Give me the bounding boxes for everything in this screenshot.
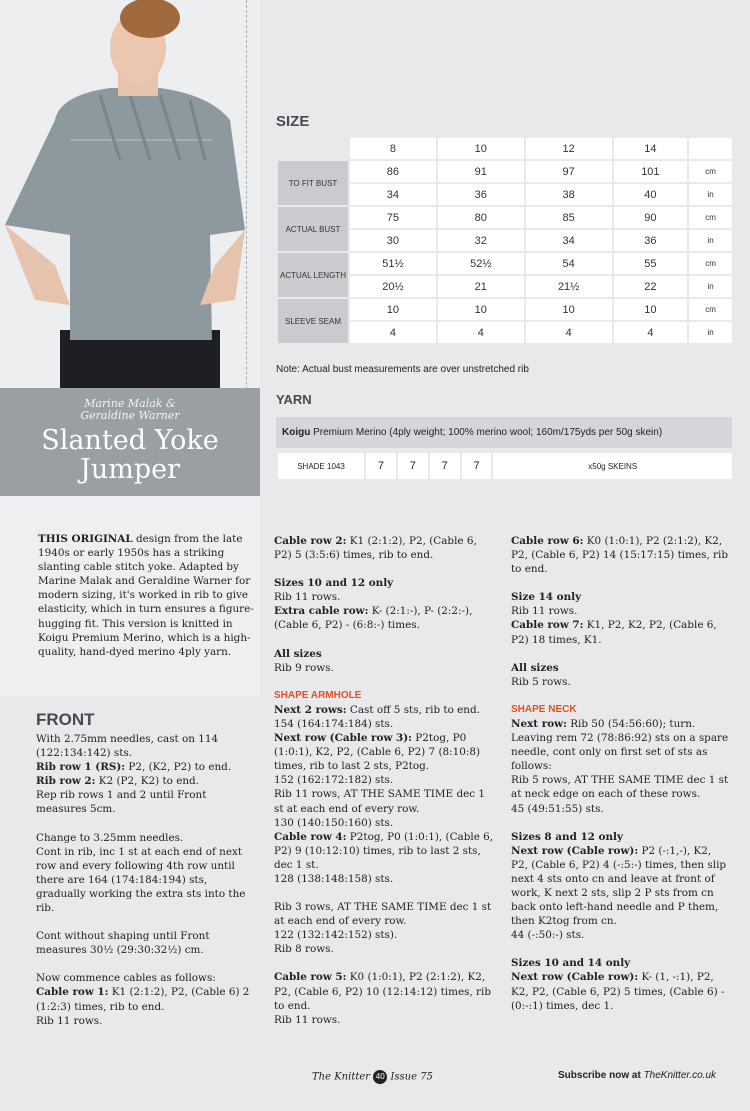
instruction-label: Cable row 4: <box>274 830 347 843</box>
instruction-label: Next row (Cable row): <box>511 844 639 857</box>
paragraph: 128 (138:148:158) sts. <box>274 872 394 885</box>
qty-cell: 7 <box>462 453 492 479</box>
shade-cell: SHADE 1043 <box>278 453 364 479</box>
paragraph: Rib 11 rows. <box>511 605 578 618</box>
column-1 <box>36 732 254 1028</box>
site-link[interactable]: TheKnitter.co.uk <box>643 1070 717 1081</box>
instruction <box>511 970 731 1012</box>
instruction-text: K2 (P2, K2) to end. <box>95 775 200 788</box>
intro-lead: THIS ORIGINAL <box>38 533 133 545</box>
paragraph: 154 (164:174:184) sts. <box>274 717 394 730</box>
instruction <box>36 774 254 788</box>
instruction <box>274 534 494 562</box>
paragraph: 44 (-:50:-) sts. <box>511 929 585 942</box>
instruction-label: Rib row 1 (RS): <box>36 761 126 774</box>
size-row-header <box>278 138 732 159</box>
paragraph: Rib 11 rows, AT THE SAME TIME dec 1 st at each end of every row. <box>274 788 485 815</box>
size-subheading: Size 14 only <box>511 591 582 604</box>
paragraph: Change to 3.25mm needles. <box>36 831 184 844</box>
paragraph: Now commence cables as follows: <box>36 972 216 985</box>
paragraph: Rib 8 rows. <box>274 943 334 956</box>
table-row <box>278 161 732 182</box>
value-cell: 21½ <box>526 276 612 297</box>
paragraph: Rib 11 rows. <box>36 1014 103 1027</box>
qty-cell: 7 <box>430 453 460 479</box>
paragraph: 152 (162:172:182) sts. <box>274 774 394 787</box>
footer-issue <box>312 1070 433 1084</box>
value-cell: 80 <box>438 207 524 228</box>
value-cell: 90 <box>614 207 688 228</box>
value-cell: 10 <box>350 299 436 320</box>
value-cell: 97 <box>526 161 612 182</box>
instruction-label: Next row (Cable row): <box>511 971 639 984</box>
table-row <box>278 207 732 228</box>
value-cell: 21 <box>438 276 524 297</box>
instruction-label: Cable row 6: <box>511 535 584 547</box>
column-2 <box>274 534 494 1027</box>
instruction-text: K- (1, -:1), P2, K2, P2, (Cable 6, P2) 5 times, (Cable 6) - (0:-:1) times, dec 1. <box>511 971 725 1012</box>
unit-cell: cm <box>689 253 732 274</box>
front-heading: FRONT <box>36 710 95 729</box>
value-cell: 75 <box>350 207 436 228</box>
value-cell: 4 <box>438 322 524 343</box>
instruction-label: Cable row 7: <box>511 619 584 632</box>
instruction-text: K0 (1:0:1), P2 (2:1:2), K2, P2, (Cable 6, P2) 10 (12:14:12) times, rib to end. <box>274 971 491 1012</box>
instruction-text: K1, P2, K2, P2, (Cable 6, P2) 18 times, K1. <box>511 619 717 646</box>
instruction-text: K1 (2:1:2), P2, (Cable 6) 2 (1:2:3) times, rib to end. <box>36 986 250 1013</box>
authors <box>0 398 260 422</box>
row-label: SLEEVE SEAM <box>278 299 348 343</box>
size-subheading: All sizes <box>511 661 559 674</box>
yarn-brand: Koigu <box>282 427 311 438</box>
size-cell: 14 <box>614 138 688 159</box>
table-row <box>278 453 732 479</box>
footer-subscribe <box>558 1070 716 1081</box>
value-cell: 85 <box>526 207 612 228</box>
instruction <box>274 604 494 632</box>
size-table <box>276 136 734 345</box>
instruction <box>36 985 254 1013</box>
instruction-text: P2tog, P0 (1:0:1), (Cable 6, P2) 9 (10:12:10) times, rib to last 2 sts, dec 1 st. <box>274 830 494 871</box>
instruction-label: Next row (Cable row 3): <box>274 732 412 745</box>
title-line-1: Slanted Yoke <box>41 425 219 456</box>
unit-cell: in <box>689 322 732 343</box>
value-cell: 4 <box>614 322 688 343</box>
instruction-label: Cable row 2: <box>274 535 347 547</box>
size-cell: 10 <box>438 138 524 159</box>
instruction-text: K- (2:1:-), P- (2:2:-), (Cable 6, P2) - (6:8:-) times. <box>274 605 473 632</box>
value-cell: 91 <box>438 161 524 182</box>
table-row <box>278 253 732 274</box>
value-cell: 22 <box>614 276 688 297</box>
unit-cell: cm <box>689 161 732 182</box>
instruction-label: Cable row 5: <box>274 971 347 984</box>
model-photo <box>0 0 260 390</box>
row-label: ACTUAL BUST <box>278 207 348 251</box>
value-cell: 86 <box>350 161 436 182</box>
unit-cell: cm <box>689 299 732 320</box>
size-subheading: All sizes <box>274 647 322 660</box>
value-cell: 10 <box>614 299 688 320</box>
value-cell: 36 <box>438 184 524 205</box>
qty-cell: 7 <box>366 453 396 479</box>
column-3 <box>511 534 731 1013</box>
instruction <box>274 830 494 872</box>
size-note: Note: Actual bust measurements are over unstretched rib <box>276 364 529 375</box>
instruction <box>274 731 494 773</box>
value-cell: 36 <box>614 230 688 251</box>
size-subheading: Sizes 10 and 14 only <box>511 957 631 970</box>
paragraph: Rib 5 rows, AT THE SAME TIME dec 1 st at neck edge on each of these rows. <box>511 774 729 801</box>
row-label: TO FIT BUST <box>278 161 348 205</box>
instruction-text: P2, (K2, P2) to end. <box>125 761 232 774</box>
intro-body: design from the late 1940s or early 1950s has a striking slanting cable stitch yoke. Adapted by Marine Malak and Geraldine Warner for modern sizing, it's worked in rib to give elasticity, which in turn ensures a figure-hugging fit. This version is knitted in Koigu Premium Merino, which is a high-quality, hand-dyed merino 4ply yarn. <box>38 533 254 658</box>
instruction <box>511 844 731 929</box>
size-subheading: Sizes 10 and 12 only <box>274 577 394 590</box>
value-cell: 38 <box>526 184 612 205</box>
blank-cell <box>278 138 348 159</box>
paragraph: 130 (140:150:160) sts. <box>274 816 394 829</box>
instruction <box>36 760 254 774</box>
instruction-text: Rib 50 (54:56:60); turn. Leaving rem 72 (78:86:92) sts on a spare needle, cont only on first set of sts as follows: <box>511 717 729 773</box>
paragraph: Cont in rib, inc 1 st at each end of next row and every following 4th row until there are 164 (174:184:194) sts, gradually working the extra sts into the rib. <box>36 845 246 915</box>
value-cell: 101 <box>614 161 688 182</box>
value-cell: 20½ <box>350 276 436 297</box>
yarn-heading: YARN <box>276 392 312 407</box>
paragraph: Rib 9 rows. <box>274 661 334 674</box>
size-cell: 12 <box>526 138 612 159</box>
size-cell: 8 <box>350 138 436 159</box>
paragraph: 45 (49:51:55) sts. <box>511 802 604 815</box>
instruction-text: K0 (1:0:1), P2 (2:1:2), K2, P2, (Cable 6, P2) 14 (15:17:15) times, rib to end. <box>511 535 728 576</box>
paragraph: Rib 11 rows. <box>274 591 341 604</box>
yarn-description <box>276 417 732 448</box>
page-number: 40 <box>373 1070 387 1084</box>
subscribe-text: Subscribe now at <box>558 1070 644 1081</box>
instruction <box>511 534 731 576</box>
value-cell: 54 <box>526 253 612 274</box>
instruction-text: K1 (2:1:2), P2, (Cable 6, P2) 5 (3:5:6) times, rib to end. <box>274 535 477 562</box>
value-cell: 10 <box>526 299 612 320</box>
unit-cell: in <box>689 230 732 251</box>
instruction-label: Next 2 rows: <box>274 703 347 716</box>
value-cell: 32 <box>438 230 524 251</box>
value-cell: 55 <box>614 253 688 274</box>
paragraph: 122 (132:142:152) sts). <box>274 929 398 942</box>
unit-cell: in <box>689 276 732 297</box>
size-heading: SIZE <box>276 113 310 130</box>
neck-subheading: SHAPE NECK <box>511 703 577 715</box>
qty-cell: 7 <box>398 453 428 479</box>
instruction-label: Rib row 2: <box>36 775 96 788</box>
value-cell: 34 <box>526 230 612 251</box>
instruction-text: P2 (-:1,-), K2, P2, (Cable 6, P2) 4 (-:5:-) times, then slip next 4 sts onto cn and leave at front of work, K next 2 sts, slip 2 P sts from cn back onto left-hand needle and P them, then K2tog from cn. <box>511 844 727 928</box>
instruction-label: Next row: <box>511 717 567 730</box>
author-line-1: Marine Malak & <box>84 397 176 410</box>
paragraph: Rib 11 rows. <box>274 1013 341 1026</box>
value-cell: 40 <box>614 184 688 205</box>
title-block <box>0 388 260 496</box>
armhole-subheading: SHAPE ARMHOLE <box>274 689 362 701</box>
unit-cell: x50g SKEINS <box>493 453 732 479</box>
yarn-desc: Premium Merino (4ply weight; 100% merino wool; 160m/175yds per 50g skein) <box>310 427 663 438</box>
instruction <box>274 970 494 1012</box>
instruction-text: P2tog, P0 (1:0:1), K2, P2, (Cable 6, P2) 7 (8:10:8) times, rib to last 2 sts, P2tog. <box>274 732 481 773</box>
value-cell: 51½ <box>350 253 436 274</box>
value-cell: 30 <box>350 230 436 251</box>
instruction <box>274 703 494 717</box>
paragraph: Rep rib rows 1 and 2 until Front measures 5cm. <box>36 789 207 816</box>
magazine-name: The Knitter <box>312 1071 371 1083</box>
paragraph: Rib 3 rows, AT THE SAME TIME dec 1 st at each end of every row. <box>274 901 492 928</box>
instruction-label: Cable row 1: <box>36 986 109 999</box>
paragraph: Rib 5 rows. <box>511 675 571 688</box>
unit-cell: cm <box>689 207 732 228</box>
paragraph: With 2.75mm needles, cast on 114 (122:134:142) sts. <box>36 733 219 760</box>
model-illustration <box>0 0 260 390</box>
value-cell: 52½ <box>438 253 524 274</box>
table-row <box>278 299 732 320</box>
instruction-text: Cast off 5 sts, rib to end. <box>346 703 480 716</box>
instruction-label: Extra cable row: <box>274 605 369 618</box>
page-title <box>0 426 260 484</box>
title-line-2: Jumper <box>80 454 180 485</box>
author-line-2: Geraldine Warner <box>80 409 180 422</box>
instruction <box>511 618 731 646</box>
unit-cell: in <box>689 184 732 205</box>
value-cell: 4 <box>526 322 612 343</box>
row-label: ACTUAL LENGTH <box>278 253 348 297</box>
instruction <box>511 717 731 773</box>
unit-cell <box>689 138 732 159</box>
yarn-table <box>276 451 734 481</box>
value-cell: 34 <box>350 184 436 205</box>
intro-text <box>38 532 256 659</box>
size-subheading: Sizes 8 and 12 only <box>511 830 623 843</box>
value-cell: 4 <box>350 322 436 343</box>
issue-number: Issue 75 <box>390 1071 433 1083</box>
paragraph: Cont without shaping until Front measures 30½ (29:30:32½) cm. <box>36 930 210 957</box>
value-cell: 10 <box>438 299 524 320</box>
